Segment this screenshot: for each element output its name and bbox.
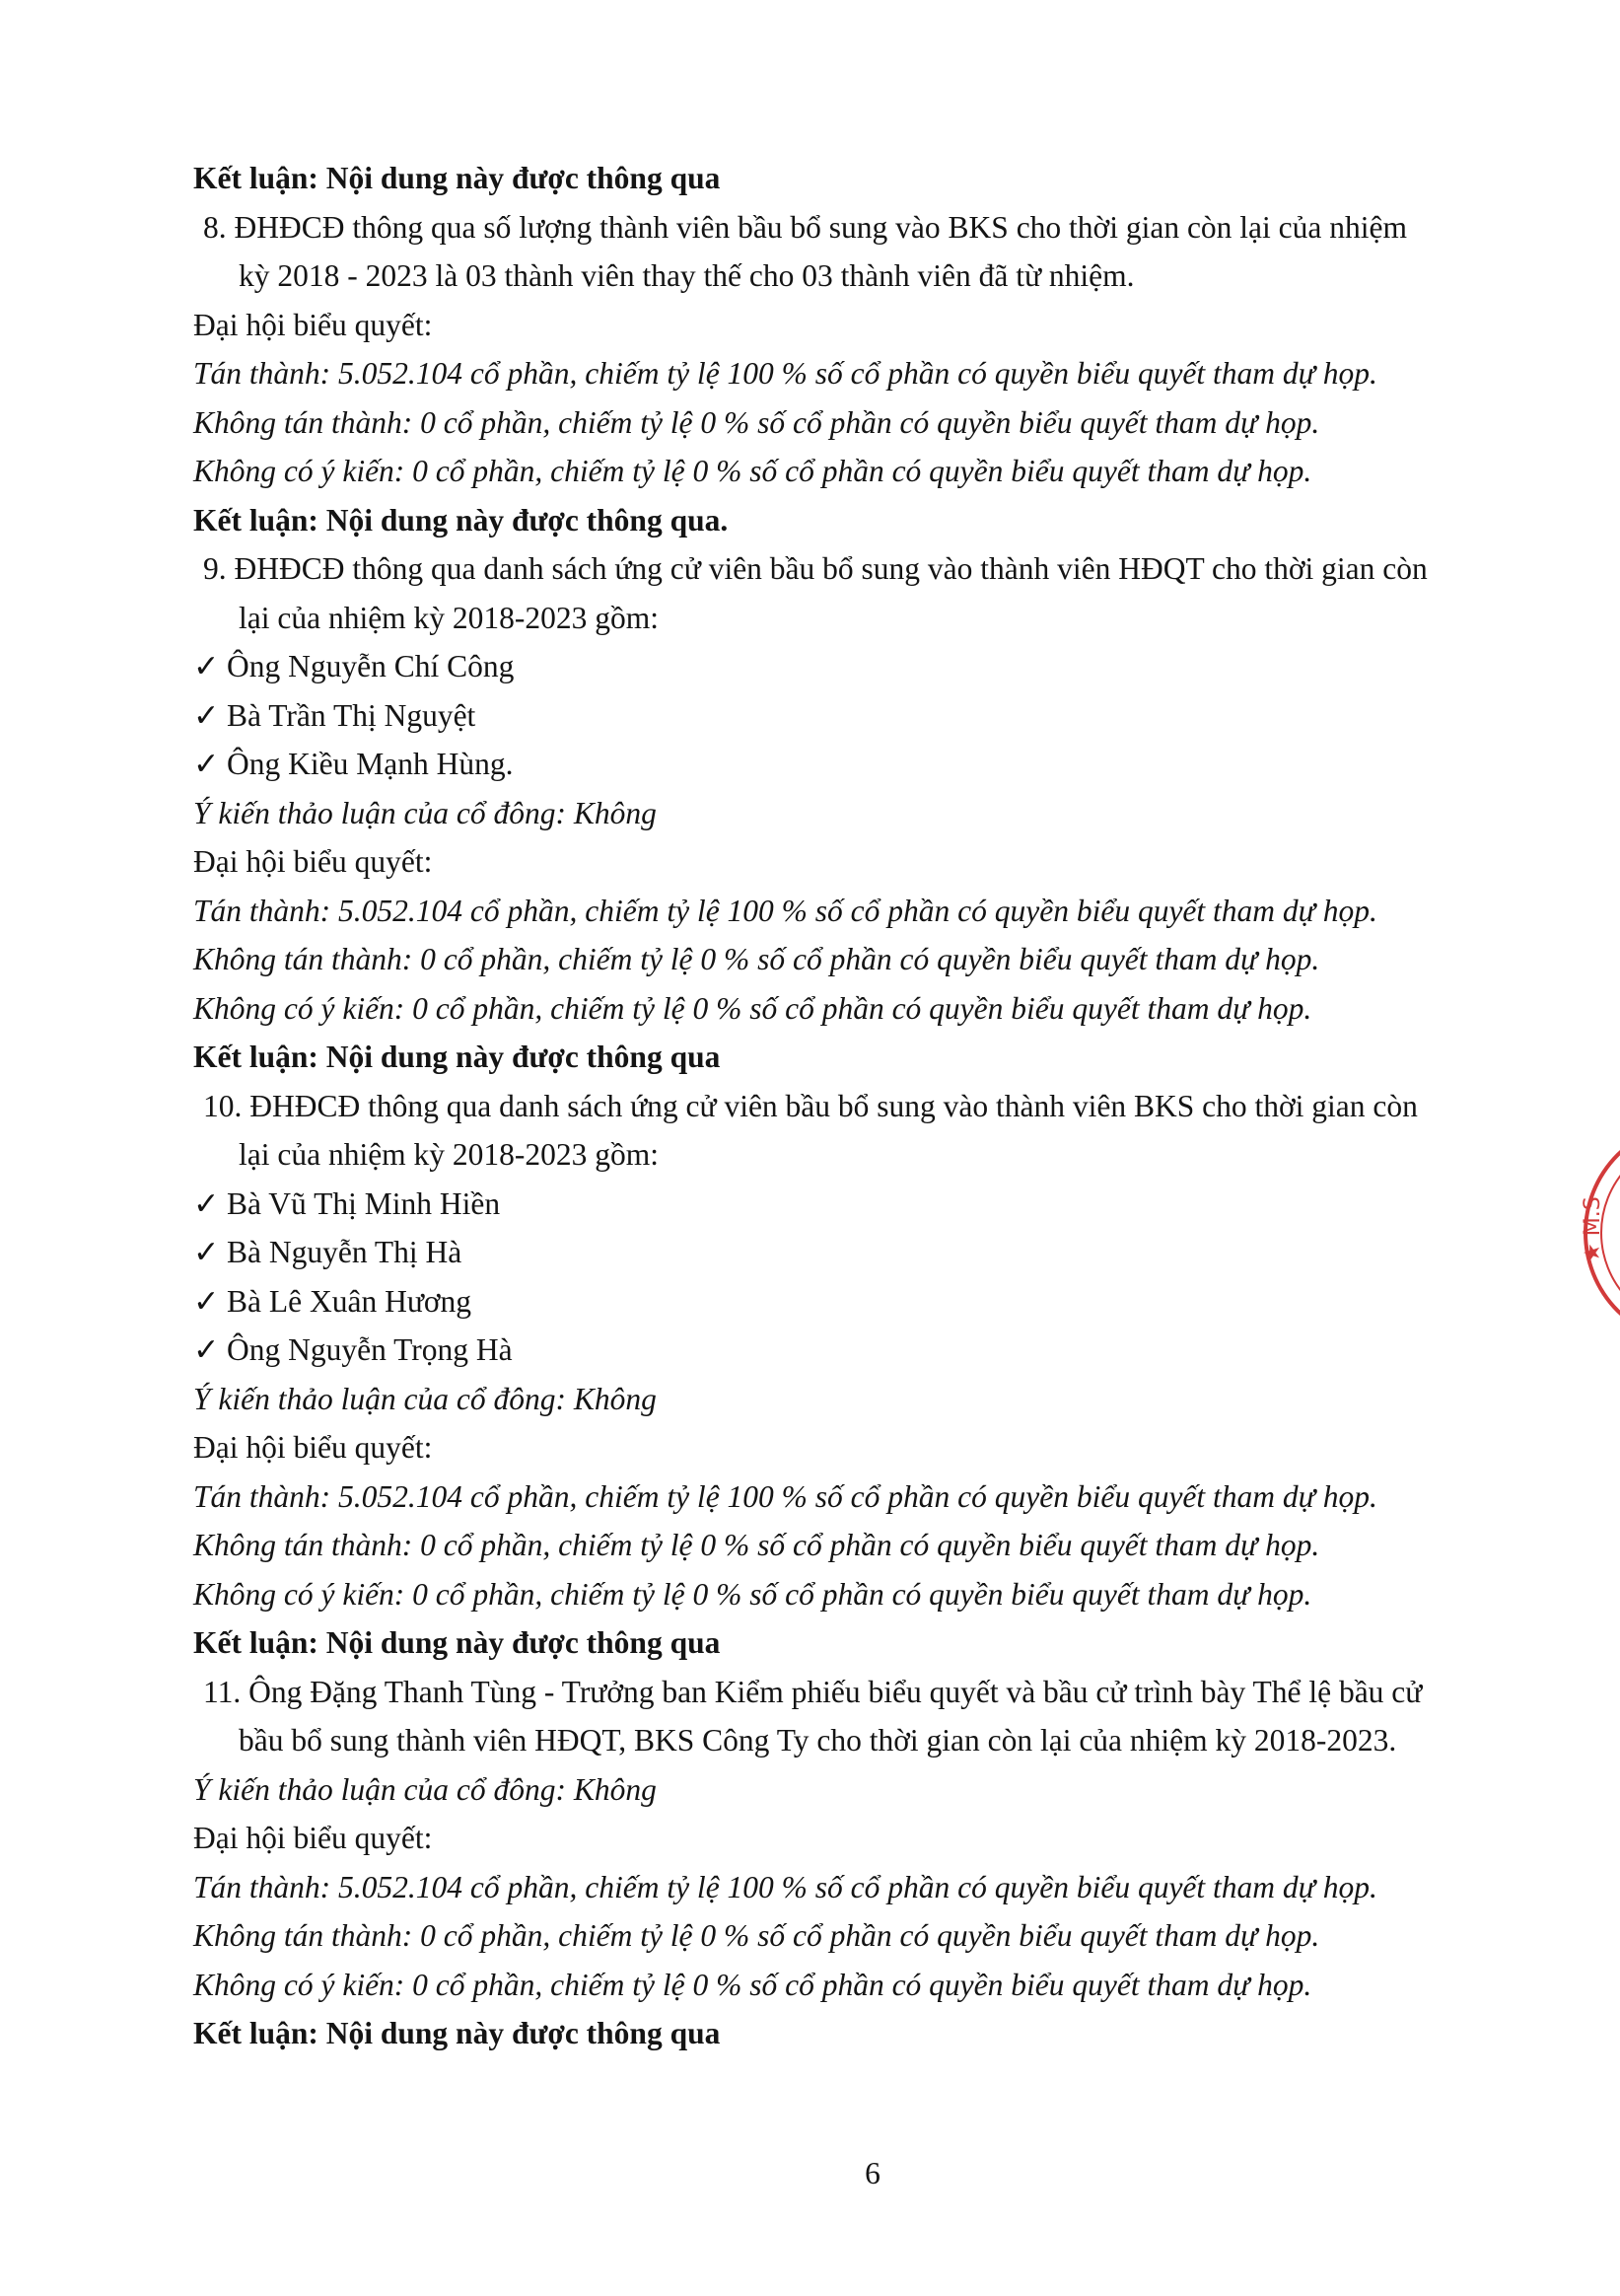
checklist-item-text: Bà Lê Xuân Hương [227, 1283, 472, 1319]
conclusion-line: Kết luận: Nội dung này được thông qua [193, 2016, 721, 2050]
checkmark-icon: ✓ [193, 1235, 220, 1269]
checklist-item [193, 1180, 1505, 1229]
checklist-item [193, 642, 1505, 691]
numbered-item-continuation: kỳ 2018 - 2023 là 03 thành viên thay thế cho 03 thành viên đã từ nhiệm. [239, 258, 1135, 293]
vote-result-line: Không tán thành: 0 cổ phần, chiếm tỷ lệ 0 % số cổ phần có quyền biểu quyết tham dự họp. [193, 404, 1320, 440]
vote-result-line: Ý kiến thảo luận của cổ đông: Không [193, 795, 657, 830]
checklist-item-text: Bà Trần Thị Nguyệt [227, 697, 476, 733]
vote-result-line: Không có ý kiến: 0 cổ phần, chiếm tỷ lệ 0 % số cổ phần có quyền biểu quyết tham dự họp. [193, 454, 1312, 488]
vote-result-line: Ý kiến thảo luận của cổ đông: Không [193, 1771, 657, 1807]
checkmark-icon: ✓ [193, 1185, 220, 1221]
checkmark-icon: ✓ [193, 697, 220, 733]
conclusion-line: Kết luận: Nội dung này được thông qua [193, 1625, 721, 1660]
numbered-item-continuation: bầu bổ sung thành viên HĐQT, BKS Công Ty cho thời gian còn lại của nhiệm kỳ 2018-2023. [239, 1723, 1397, 1758]
checkmark-icon: ✓ [193, 649, 220, 683]
vote-result-line: Tán thành: 5.052.104 cổ phần, chiếm tỷ lệ 100 % số cổ phần có quyền biểu quyết tham dự họp. [193, 1869, 1377, 1904]
checkmark-icon: ✓ [193, 747, 220, 781]
checkmark-icon: ✓ [193, 1283, 220, 1319]
checklist-item-text: Bà Nguyễn Thị Hà [227, 1235, 462, 1269]
vote-result-line: Tán thành: 5.052.104 cổ phần, chiếm tỷ lệ 100 % số cổ phần có quyền biểu quyết tham dự họp. [193, 1478, 1377, 1514]
vote-result-line: Tán thành: 5.052.104 cổ phần, chiếm tỷ lệ 100 % số cổ phần có quyền biểu quyết tham dự họp. [193, 893, 1377, 928]
checklist-item [193, 1228, 1505, 1277]
numbered-item: 9. ĐHĐCĐ thông qua danh sách ứng cử viên bầu bổ sung vào thành viên HĐQT cho thời gian còn [203, 551, 1428, 586]
numbered-item: 10. ĐHĐCĐ thông qua danh sách ứng cử viên bầu bổ sung vào thành viên BKS cho thời gian còn [203, 1088, 1418, 1123]
vote-result-line: Không tán thành: 0 cổ phần, chiếm tỷ lệ 0 % số cổ phần có quyền biểu quyết tham dự họp. [193, 942, 1320, 976]
page-number: 6 [865, 2156, 880, 2190]
vote-result-line: Không tán thành: 0 cổ phần, chiếm tỷ lệ 0 % số cổ phần có quyền biểu quyết tham dự họp. [193, 1528, 1320, 1562]
numbered-item: 11. Ông Đặng Thanh Tùng - Trưởng ban Kiểm phiếu biểu quyết và bầu cử trình bày Thể lệ bầu cử [203, 1674, 1423, 1709]
numbered-item: 8. ĐHĐCĐ thông qua số lượng thành viên bầu bổ sung vào BKS cho thời gian còn lại của nhiệm [203, 209, 1407, 245]
vote-result-line: Tán thành: 5.052.104 cổ phần, chiếm tỷ lệ 100 % số cổ phần có quyền biểu quyết tham dự họp. [193, 356, 1377, 391]
vote-result-line: Ý kiến thảo luận của cổ đông: Không [193, 1381, 657, 1416]
checklist-item [193, 740, 1505, 789]
conclusion-line: Kết luận: Nội dung này được thông qua. [193, 502, 729, 538]
svg-text:★ M.S: ★ M.S [1581, 1196, 1605, 1262]
text-line: Đại hội biểu quyết: [193, 1821, 433, 1855]
vote-result-line: Không có ý kiến: 0 cổ phần, chiếm tỷ lệ 0 % số cổ phần có quyền biểu quyết tham dự họp. [193, 1967, 1312, 2002]
checklist-item-text: Ông Nguyễn Trọng Hà [227, 1332, 513, 1367]
checklist-item [193, 691, 1505, 741]
numbered-item-continuation: lại của nhiệm kỳ 2018-2023 gồm: [239, 1137, 660, 1172]
text-line: Đại hội biểu quyết: [193, 307, 433, 342]
vote-result-line: Không có ý kiến: 0 cổ phần, chiếm tỷ lệ 0 % số cổ phần có quyền biểu quyết tham dự họp. [193, 1576, 1312, 1612]
checkmark-icon: ✓ [193, 1332, 220, 1367]
checklist-item-text: Bà Vũ Thị Minh Hiền [227, 1185, 501, 1221]
vote-result-line: Không tán thành: 0 cổ phần, chiếm tỷ lệ 0 % số cổ phần có quyền biểu quyết tham dự họp. [193, 1918, 1320, 1953]
numbered-item-continuation: lại của nhiệm kỳ 2018-2023 gồm: [239, 600, 660, 635]
conclusion-line: Kết luận: Nội dung này được thông qua [193, 161, 721, 195]
checklist-item-text: Ông Nguyễn Chí Công [227, 649, 515, 683]
document-body [193, 154, 1505, 2058]
conclusion-line: Kết luận: Nội dung này được thông qua [193, 1040, 721, 1074]
checklist-item-text: Ông Kiều Mạnh Hùng. [227, 747, 514, 781]
vote-result-line: Không có ý kiến: 0 cổ phần, chiếm tỷ lệ 0 % số cổ phần có quyền biểu quyết tham dự họp. [193, 990, 1312, 1026]
checklist-item [193, 1326, 1505, 1375]
checklist-item [193, 1277, 1505, 1327]
text-line: Đại hội biểu quyết: [193, 844, 433, 879]
red-seal-stamp [1578, 1114, 1620, 1351]
text-line: Đại hội biểu quyết: [193, 1430, 433, 1465]
